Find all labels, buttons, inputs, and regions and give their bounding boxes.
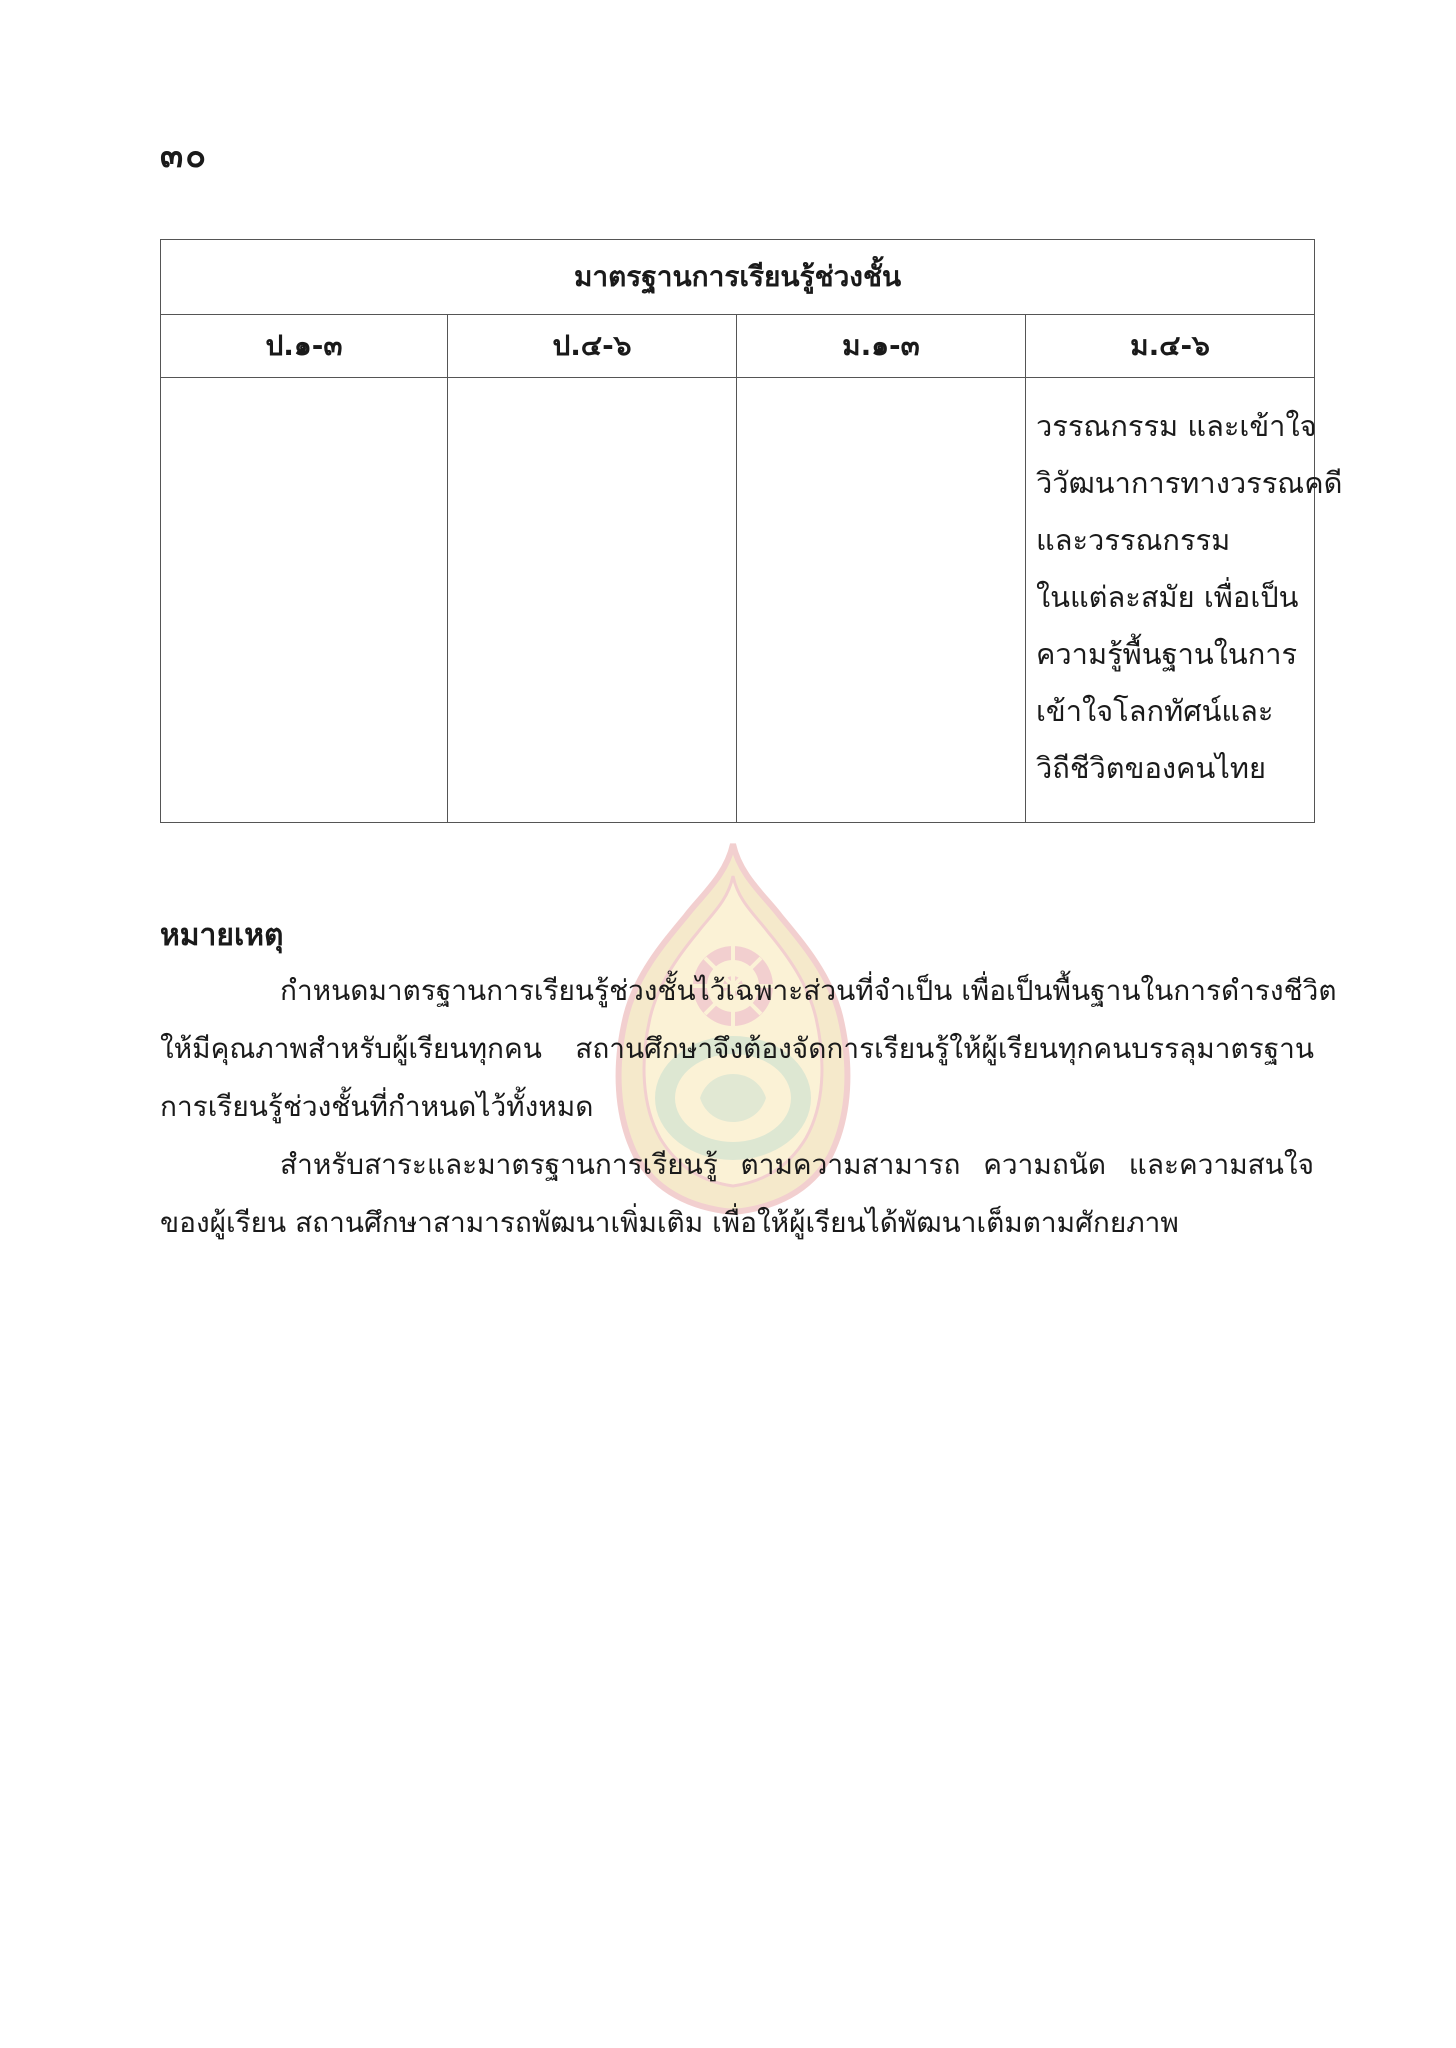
column-header-m4-6: ม.๔-๖ [1026, 315, 1315, 378]
table-cell-p1-3 [161, 378, 448, 823]
cell-text-line: ในแต่ละสมัย เพื่อเป็น [1036, 580, 1299, 614]
notes-title: หมายเหตุ [160, 918, 284, 953]
column-header-p4-6: ป.๔-๖ [448, 315, 737, 378]
cell-text-line: ความรู้พื้นฐานในการ [1036, 637, 1298, 671]
table-row [161, 378, 1315, 823]
notes-section [160, 910, 1337, 1252]
page-number: ๓๐ [160, 136, 208, 176]
table-cell-p4-6 [448, 378, 737, 823]
notes-paragraph-1-line: การเรียนรู้ช่วงชั้นที่กำหนดไว้ทั้งหมด [160, 1090, 594, 1123]
notes-paragraph-1-line: กำหนดมาตรฐานการเรียนรู้ช่วงชั้นไว้เฉพาะส่วนที่จำเป็น เพื่อเป็นพื้นฐานในการดำรงชีวิต [280, 974, 1337, 1007]
table-title: มาตรฐานการเรียนรู้ช่วงชั้น [161, 240, 1315, 315]
table-cell-m4-6 [1026, 378, 1343, 823]
notes-paragraph-1-line: ให้มีคุณภาพสำหรับผู้เรียนทุกคน สถานศึกษาจึงต้องจัดการเรียนรู้ให้ผู้เรียนทุกคนบรรลุมาตรฐาน [160, 1032, 1314, 1065]
cell-text-line: วรรณกรรม และเข้าใจ [1036, 409, 1317, 443]
cell-text-line: วิวัฒนาการทางวรรณคดี [1036, 466, 1343, 500]
cell-text-line: วิถีชีวิตของคนไทย [1036, 751, 1266, 785]
column-header-m1-3: ม.๑-๓ [737, 315, 1026, 378]
cell-text-line: และวรรณกรรม [1036, 523, 1231, 557]
column-header-p1-3: ป.๑-๓ [161, 315, 448, 378]
cell-text-line: เข้าใจโลกทัศน์และ [1036, 694, 1274, 728]
notes-paragraph-2-line: ของผู้เรียน สถานศึกษาสามารถพัฒนาเพิ่มเติม เพื่อให้ผู้เรียนได้พัฒนาเต็มตามศักยภาพ [160, 1206, 1179, 1239]
learning-standards-table [160, 239, 1343, 823]
notes-paragraph-2-line: สำหรับสาระและมาตรฐานการเรียนรู้ ตามความสามารถ ความถนัด และความสนใจ [280, 1148, 1314, 1181]
table-cell-m1-3 [737, 378, 1026, 823]
